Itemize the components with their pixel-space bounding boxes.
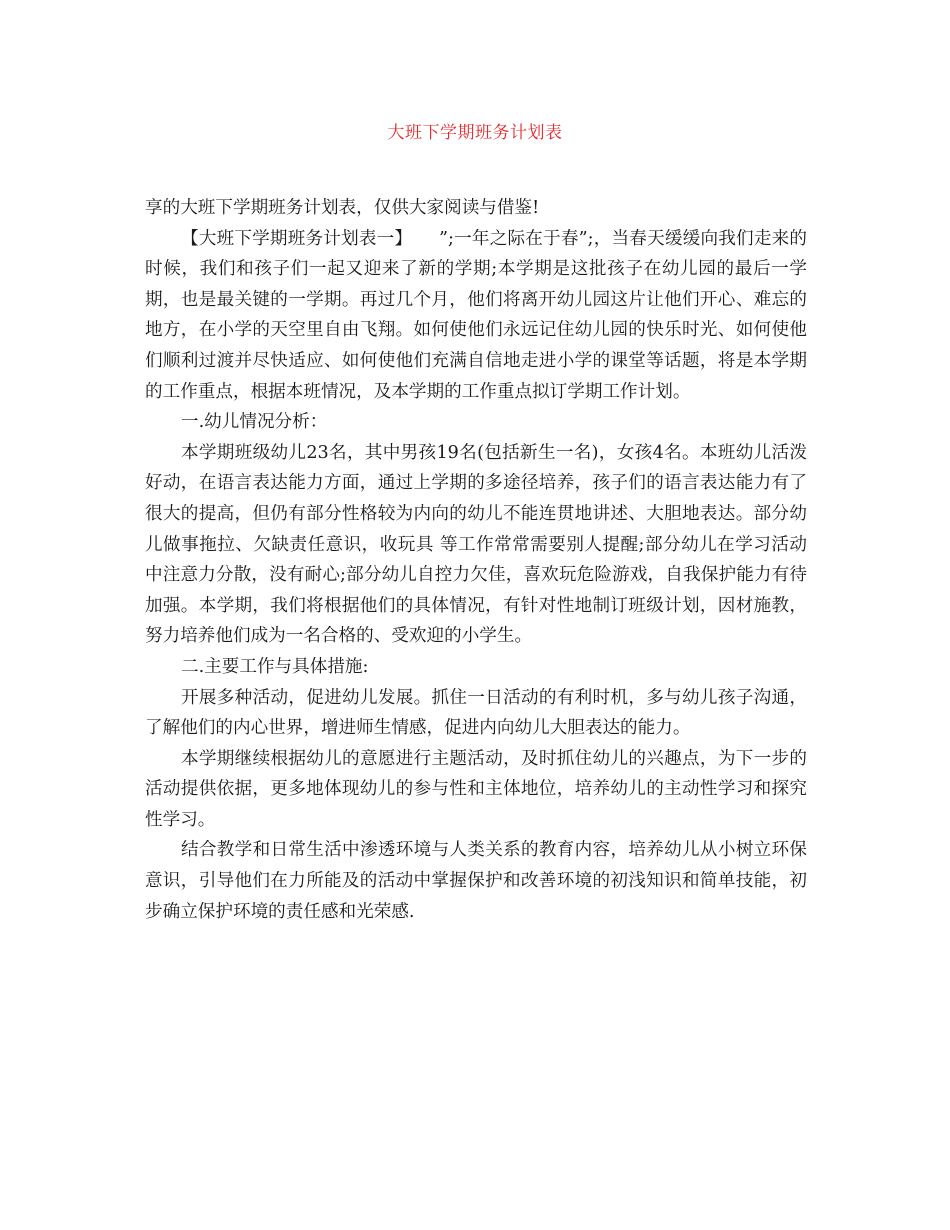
paragraph-theme-activities: 本学期继续根据幼儿的意愿进行主题活动，及时抓住幼儿的兴趣点，为下一步的活动提供依据，更多地体现幼儿的参与性和主体地位，培养幼儿的主动性学习和探究性学习。 bbox=[145, 748, 807, 830]
section-heading-main-work: 二.主要工作与具体措施: bbox=[181, 656, 369, 677]
paragraph-intro: 享的大班下学期班务计划表，仅供大家阅读与借鉴! bbox=[145, 198, 540, 218]
section-heading-child-analysis: 一.幼儿情况分析： bbox=[181, 412, 328, 433]
paragraph-plan-one: 【大班下学期班务计划表一】 ”;一年之际在于春”;，当春天缓缓向我们走来的时候，我们和孩子们一起又迎来了新的学期;本学期是这批孩子在幼儿园的最后一学期，也是最关键的一学期。再过几个月，他们将离开幼儿园这片让他们开心、难忘的地方，在小学的天空里自由飞翔。如何使他们永远记住幼儿园的快乐时光、如何使他们顺利过渡并尽快适应、如何使他们充满自信地走进小学的课堂等话题，将是本学期的工作重点，根据本班情况，及本学期的工作重点拟订学期工作计划。 bbox=[145, 228, 807, 402]
paragraph-child-analysis: 本学期班级幼儿23名，其中男孩19名(包括新生一名)，女孩4名。本班幼儿活泼好动，在语言表达能力方面，通过上学期的多途径培养，孩子们的语言表达能力有了很大的提高，但仍有部分性格较为内向的幼儿不能连贯地讲述、大胆地表达。部分幼儿做事拖拉、欠缺责任意识，收玩具 等工作常常需要别人提醒;部分幼儿在学习活动中注意力分散，没有耐心;部分幼儿自控力欠佳，喜欢玩危险游戏，自我保护能力有待加强。本学期，我们将根据他们的具体情况，有针对性地制订班级计划，因材施教，努力培养他们成为一名合格的、受欢迎的小学生。 bbox=[145, 442, 807, 647]
paragraph-environment: 结合教学和日常生活中渗透环境与人类关系的教育内容，培养幼儿从小树立环保意识，引导他们在力所能及的活动中掌握保护和改善环境的初浅知识和简单技能，初步确立保护环境的责任感和光荣感. bbox=[145, 840, 807, 922]
document-title: 大班下学期班务计划表 bbox=[387, 123, 563, 143]
document-body bbox=[145, 193, 807, 927]
paragraph-activities: 开展多种活动，促进幼儿发展。抓住一日活动的有利时机，多与幼儿孩子沟通，了解他们的内心世界，增进师生情感，促进内向幼儿大胆表达的能力。 bbox=[145, 687, 807, 739]
